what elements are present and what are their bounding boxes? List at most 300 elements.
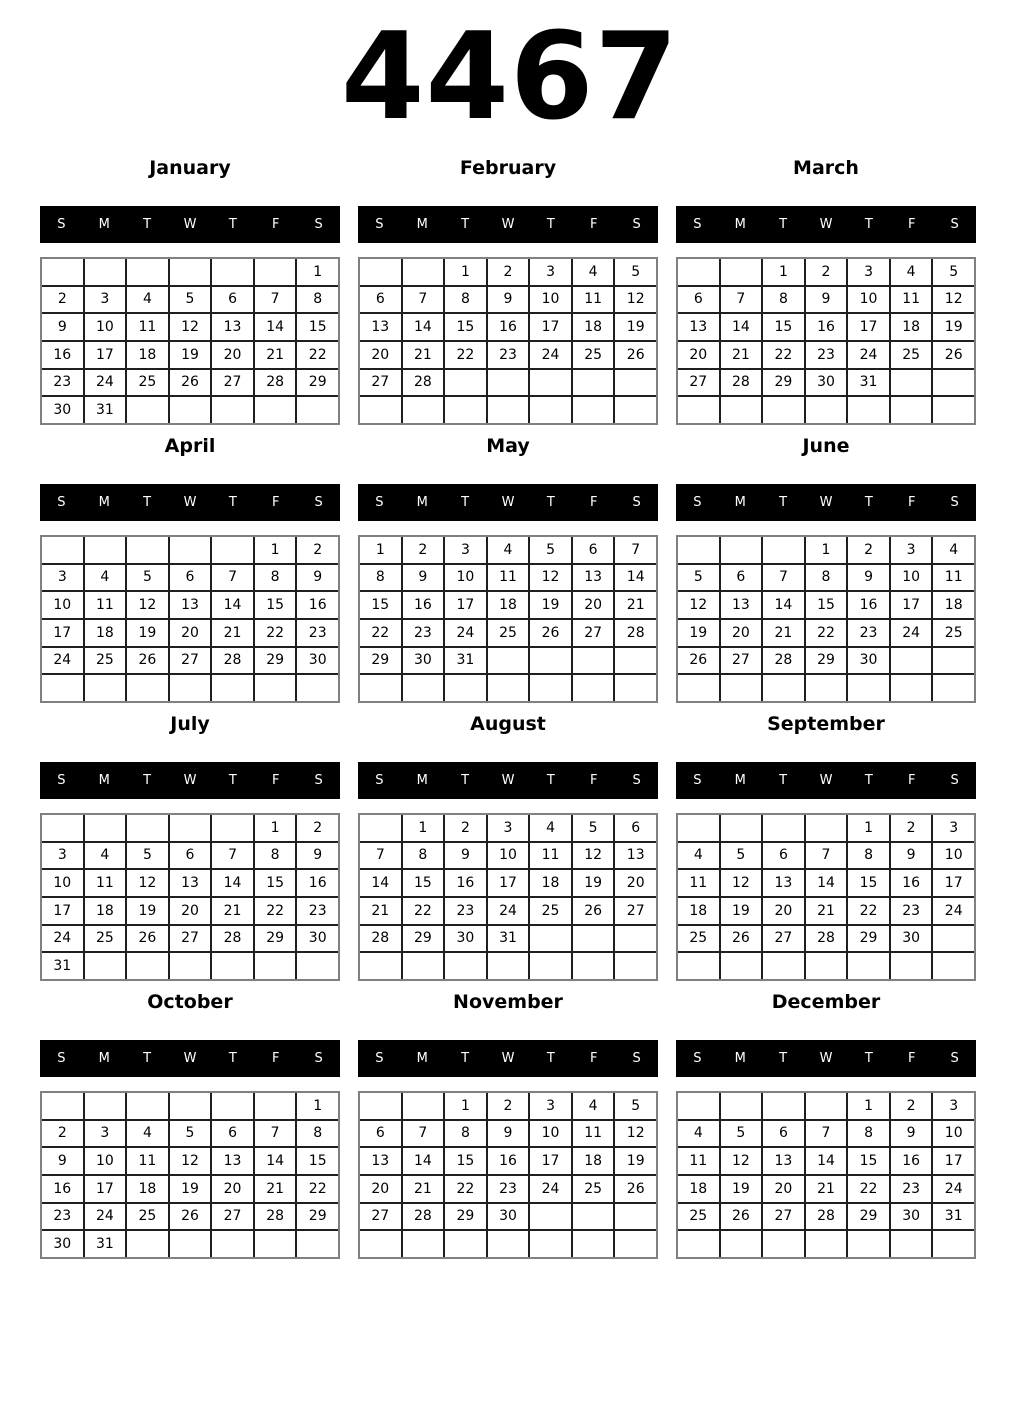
day-cell: 25 (488, 620, 529, 646)
weekday-label: T (228, 217, 237, 232)
day-cell: 18 (933, 592, 974, 618)
weekday-label: F (271, 495, 280, 510)
weekday-label: S (57, 495, 66, 510)
day-cell: 17 (42, 898, 83, 924)
empty-day-cell (530, 953, 571, 979)
month-section (358, 155, 658, 425)
day-cell: 8 (445, 287, 486, 313)
day-cell: 5 (721, 843, 762, 869)
empty-day-cell (721, 397, 762, 423)
day-cell: 22 (445, 342, 486, 368)
day-cell: 6 (170, 565, 211, 591)
day-cell: 7 (403, 287, 444, 313)
day-cell: 19 (170, 342, 211, 368)
empty-day-cell (170, 953, 211, 979)
empty-day-cell (806, 397, 847, 423)
day-cell: 18 (85, 620, 126, 646)
empty-day-cell (891, 1231, 932, 1257)
weekday-label: W (183, 217, 197, 232)
day-cell: 13 (360, 1148, 401, 1174)
day-cell: 26 (678, 648, 719, 674)
day-cell: 14 (360, 870, 401, 896)
day-cell: 1 (763, 259, 804, 285)
day-cell: 15 (848, 1148, 889, 1174)
empty-day-cell (678, 675, 719, 701)
day-cell: 23 (403, 620, 444, 646)
day-cell: 6 (360, 1121, 401, 1147)
day-cell: 14 (806, 1148, 847, 1174)
day-cell: 15 (445, 314, 486, 340)
day-cell: 7 (806, 843, 847, 869)
day-cell: 27 (721, 648, 762, 674)
weekday-label: W (819, 217, 833, 232)
empty-day-cell (763, 397, 804, 423)
day-cell: 12 (721, 870, 762, 896)
day-cell: 11 (488, 565, 529, 591)
day-cell: 27 (170, 648, 211, 674)
weekday-label: T (143, 495, 152, 510)
empty-day-cell (170, 815, 211, 841)
month-title: February (459, 157, 557, 179)
day-cell: 31 (445, 648, 486, 674)
day-cell: 30 (42, 397, 83, 423)
empty-day-cell (445, 370, 486, 396)
empty-day-cell (403, 397, 444, 423)
months-grid (40, 155, 976, 1259)
day-cell: 5 (170, 287, 211, 313)
day-cell: 4 (573, 259, 614, 285)
day-cell: 26 (615, 342, 656, 368)
empty-day-cell (891, 397, 932, 423)
weekday-label: W (183, 773, 197, 788)
day-cell: 24 (445, 620, 486, 646)
day-cell: 26 (721, 926, 762, 952)
empty-day-cell (255, 397, 296, 423)
day-cell: 14 (763, 592, 804, 618)
empty-day-cell (530, 1231, 571, 1257)
day-cell: 20 (573, 592, 614, 618)
weekday-label: F (907, 217, 916, 232)
day-cell: 28 (615, 620, 656, 646)
day-cell: 24 (530, 342, 571, 368)
day-cell: 13 (170, 592, 211, 618)
day-cell: 5 (530, 537, 571, 563)
empty-day-cell (678, 1231, 719, 1257)
day-cell: 30 (891, 926, 932, 952)
empty-day-cell (721, 1093, 762, 1119)
day-cell: 10 (933, 843, 974, 869)
empty-day-cell (42, 815, 83, 841)
day-grid (358, 535, 658, 703)
weekday-label: M (416, 495, 428, 510)
weekday-label: F (271, 217, 280, 232)
weekday-header (358, 1040, 658, 1077)
empty-day-cell (848, 1231, 889, 1257)
day-cell: 26 (127, 648, 168, 674)
empty-day-cell (573, 1231, 614, 1257)
day-cell: 6 (573, 537, 614, 563)
day-cell: 9 (42, 1148, 83, 1174)
empty-day-cell (403, 259, 444, 285)
empty-day-cell (573, 648, 614, 674)
day-cell: 6 (615, 815, 656, 841)
day-cell: 12 (127, 592, 168, 618)
day-cell: 18 (678, 1176, 719, 1202)
empty-day-cell (573, 953, 614, 979)
day-cell: 2 (42, 287, 83, 313)
day-cell: 19 (615, 1148, 656, 1174)
day-cell: 30 (848, 648, 889, 674)
weekday-label: M (734, 773, 746, 788)
day-cell: 30 (297, 648, 338, 674)
day-cell: 11 (678, 1148, 719, 1174)
day-cell: 26 (721, 1204, 762, 1230)
day-cell: 15 (806, 592, 847, 618)
day-cell: 3 (488, 815, 529, 841)
empty-day-cell (678, 537, 719, 563)
empty-day-cell (255, 1231, 296, 1257)
empty-day-cell (678, 1093, 719, 1119)
day-cell: 29 (255, 926, 296, 952)
empty-day-cell (721, 1231, 762, 1257)
day-cell: 27 (678, 370, 719, 396)
empty-day-cell (678, 953, 719, 979)
empty-day-cell (127, 537, 168, 563)
weekday-label: T (864, 773, 873, 788)
empty-day-cell (360, 953, 401, 979)
day-cell: 17 (530, 1148, 571, 1174)
empty-day-cell (127, 259, 168, 285)
month-title: October (147, 991, 233, 1013)
day-cell: 21 (255, 1176, 296, 1202)
empty-day-cell (615, 1231, 656, 1257)
day-cell: 15 (255, 592, 296, 618)
day-grid (676, 257, 976, 425)
day-cell: 3 (530, 1093, 571, 1119)
day-cell: 21 (212, 898, 253, 924)
day-cell: 15 (403, 870, 444, 896)
empty-day-cell (806, 953, 847, 979)
empty-day-cell (445, 1231, 486, 1257)
day-cell: 3 (530, 259, 571, 285)
day-cell: 4 (933, 537, 974, 563)
day-cell: 19 (933, 314, 974, 340)
empty-day-cell (85, 259, 126, 285)
day-cell: 28 (212, 926, 253, 952)
day-cell: 16 (488, 314, 529, 340)
day-cell: 23 (806, 342, 847, 368)
day-cell: 12 (933, 287, 974, 313)
day-cell: 2 (42, 1121, 83, 1147)
day-cell: 7 (615, 537, 656, 563)
day-cell: 14 (212, 592, 253, 618)
day-cell: 12 (721, 1148, 762, 1174)
weekday-label: M (98, 773, 110, 788)
weekday-label: T (864, 217, 873, 232)
weekday-label: M (98, 495, 110, 510)
day-cell: 17 (933, 870, 974, 896)
month-section (676, 711, 976, 981)
day-cell: 23 (297, 898, 338, 924)
day-cell: 16 (297, 592, 338, 618)
day-cell: 29 (360, 648, 401, 674)
day-cell: 24 (42, 648, 83, 674)
empty-day-cell (255, 259, 296, 285)
day-cell: 7 (360, 843, 401, 869)
day-cell: 4 (127, 1121, 168, 1147)
day-cell: 1 (403, 815, 444, 841)
day-cell: 6 (212, 1121, 253, 1147)
weekday-header (676, 206, 976, 243)
empty-day-cell (488, 953, 529, 979)
month-section (676, 433, 976, 703)
empty-day-cell (763, 675, 804, 701)
day-cell: 23 (848, 620, 889, 646)
day-cell: 21 (721, 342, 762, 368)
empty-day-cell (445, 397, 486, 423)
day-cell: 15 (360, 592, 401, 618)
day-cell: 21 (360, 898, 401, 924)
empty-day-cell (763, 953, 804, 979)
empty-day-cell (360, 259, 401, 285)
day-cell: 29 (763, 370, 804, 396)
day-cell: 26 (170, 370, 211, 396)
empty-day-cell (530, 926, 571, 952)
weekday-label: F (271, 773, 280, 788)
month-title: November (453, 991, 563, 1013)
day-cell: 15 (763, 314, 804, 340)
empty-day-cell (42, 1093, 83, 1119)
day-cell: 1 (848, 1093, 889, 1119)
day-cell: 26 (573, 898, 614, 924)
day-cell: 20 (721, 620, 762, 646)
day-cell: 23 (445, 898, 486, 924)
empty-day-cell (42, 259, 83, 285)
weekday-header (40, 206, 340, 243)
month-section (676, 155, 976, 425)
empty-day-cell (530, 397, 571, 423)
day-cell: 19 (721, 898, 762, 924)
day-cell: 22 (445, 1176, 486, 1202)
day-cell: 15 (445, 1148, 486, 1174)
empty-day-cell (488, 370, 529, 396)
day-cell: 17 (530, 314, 571, 340)
empty-day-cell (42, 675, 83, 701)
day-cell: 5 (127, 843, 168, 869)
day-cell: 25 (127, 1204, 168, 1230)
day-cell: 27 (212, 1204, 253, 1230)
empty-day-cell (848, 675, 889, 701)
weekday-label: M (734, 495, 746, 510)
day-cell: 7 (212, 565, 253, 591)
empty-day-cell (573, 1204, 614, 1230)
weekday-label: S (950, 773, 959, 788)
day-cell: 10 (530, 287, 571, 313)
day-cell: 23 (891, 898, 932, 924)
day-cell: 13 (721, 592, 762, 618)
day-cell: 1 (297, 259, 338, 285)
empty-day-cell (615, 926, 656, 952)
day-grid (358, 813, 658, 981)
day-cell: 17 (891, 592, 932, 618)
day-cell: 16 (42, 342, 83, 368)
day-cell: 12 (573, 843, 614, 869)
weekday-label: T (143, 1051, 152, 1066)
day-cell: 9 (297, 565, 338, 591)
weekday-label: M (416, 1051, 428, 1066)
day-cell: 31 (488, 926, 529, 952)
empty-day-cell (891, 648, 932, 674)
empty-day-cell (891, 675, 932, 701)
day-cell: 11 (127, 1148, 168, 1174)
weekday-label: S (314, 773, 323, 788)
empty-day-cell (170, 1231, 211, 1257)
day-cell: 14 (806, 870, 847, 896)
month-title: July (170, 713, 210, 735)
empty-day-cell (360, 675, 401, 701)
day-cell: 17 (488, 870, 529, 896)
weekday-label: T (779, 773, 788, 788)
day-cell: 11 (933, 565, 974, 591)
day-cell: 4 (678, 843, 719, 869)
day-cell: 3 (42, 843, 83, 869)
weekday-label: S (950, 217, 959, 232)
day-cell: 22 (297, 342, 338, 368)
day-cell: 8 (848, 843, 889, 869)
empty-day-cell (297, 675, 338, 701)
day-cell: 10 (42, 592, 83, 618)
weekday-label: M (98, 217, 110, 232)
empty-day-cell (848, 953, 889, 979)
day-cell: 11 (573, 1121, 614, 1147)
day-cell: 27 (615, 898, 656, 924)
empty-day-cell (891, 953, 932, 979)
day-cell: 13 (763, 1148, 804, 1174)
day-cell: 26 (170, 1204, 211, 1230)
empty-day-cell (85, 675, 126, 701)
day-cell: 3 (42, 565, 83, 591)
day-cell: 28 (255, 1204, 296, 1230)
weekday-label: T (143, 217, 152, 232)
day-cell: 18 (891, 314, 932, 340)
weekday-label: W (501, 1051, 515, 1066)
day-cell: 16 (891, 870, 932, 896)
day-cell: 1 (255, 537, 296, 563)
weekday-label: T (143, 773, 152, 788)
empty-day-cell (170, 397, 211, 423)
day-cell: 2 (891, 815, 932, 841)
month-title: August (470, 713, 546, 735)
day-cell: 30 (403, 648, 444, 674)
day-cell: 5 (721, 1121, 762, 1147)
empty-day-cell (615, 397, 656, 423)
day-cell: 3 (848, 259, 889, 285)
day-cell: 8 (255, 843, 296, 869)
day-cell: 6 (170, 843, 211, 869)
day-cell: 10 (530, 1121, 571, 1147)
day-cell: 28 (721, 370, 762, 396)
day-cell: 20 (763, 1176, 804, 1202)
day-cell: 9 (297, 843, 338, 869)
day-cell: 19 (573, 870, 614, 896)
day-cell: 4 (530, 815, 571, 841)
day-cell: 20 (763, 898, 804, 924)
day-cell: 1 (806, 537, 847, 563)
empty-day-cell (721, 537, 762, 563)
weekday-header (676, 762, 976, 799)
day-cell: 25 (85, 648, 126, 674)
day-cell: 29 (445, 1204, 486, 1230)
day-cell: 6 (721, 565, 762, 591)
day-cell: 15 (297, 1148, 338, 1174)
weekday-label: T (461, 1051, 470, 1066)
day-cell: 8 (403, 843, 444, 869)
day-cell: 23 (297, 620, 338, 646)
day-cell: 23 (42, 370, 83, 396)
empty-day-cell (721, 953, 762, 979)
day-cell: 8 (360, 565, 401, 591)
day-cell: 28 (255, 370, 296, 396)
day-cell: 4 (127, 287, 168, 313)
weekday-label: F (589, 773, 598, 788)
day-cell: 4 (85, 843, 126, 869)
day-cell: 13 (212, 314, 253, 340)
day-cell: 2 (891, 1093, 932, 1119)
empty-day-cell (721, 259, 762, 285)
day-cell: 2 (445, 815, 486, 841)
day-cell: 12 (615, 287, 656, 313)
day-cell: 25 (573, 342, 614, 368)
day-cell: 24 (848, 342, 889, 368)
day-cell: 19 (170, 1176, 211, 1202)
day-cell: 17 (85, 1176, 126, 1202)
day-cell: 12 (530, 565, 571, 591)
weekday-label: T (864, 1051, 873, 1066)
day-cell: 10 (488, 843, 529, 869)
weekday-label: S (693, 217, 702, 232)
day-cell: 29 (297, 370, 338, 396)
day-cell: 24 (85, 1204, 126, 1230)
day-cell: 24 (488, 898, 529, 924)
empty-day-cell (806, 815, 847, 841)
day-cell: 5 (678, 565, 719, 591)
day-cell: 14 (721, 314, 762, 340)
weekday-label: T (461, 773, 470, 788)
day-cell: 22 (848, 898, 889, 924)
weekday-label: S (375, 773, 384, 788)
day-cell: 10 (85, 1148, 126, 1174)
day-cell: 10 (891, 565, 932, 591)
weekday-label: M (98, 1051, 110, 1066)
empty-day-cell (127, 1231, 168, 1257)
weekday-label: F (589, 1051, 598, 1066)
weekday-label: S (693, 1051, 702, 1066)
day-cell: 15 (848, 870, 889, 896)
day-cell: 13 (212, 1148, 253, 1174)
day-cell: 25 (678, 926, 719, 952)
day-cell: 2 (806, 259, 847, 285)
day-cell: 28 (403, 370, 444, 396)
day-cell: 6 (763, 1121, 804, 1147)
day-cell: 11 (573, 287, 614, 313)
empty-day-cell (42, 537, 83, 563)
weekday-label: W (501, 773, 515, 788)
day-cell: 8 (806, 565, 847, 591)
day-cell: 2 (848, 537, 889, 563)
day-cell: 29 (403, 926, 444, 952)
empty-day-cell (360, 1093, 401, 1119)
empty-day-cell (255, 675, 296, 701)
